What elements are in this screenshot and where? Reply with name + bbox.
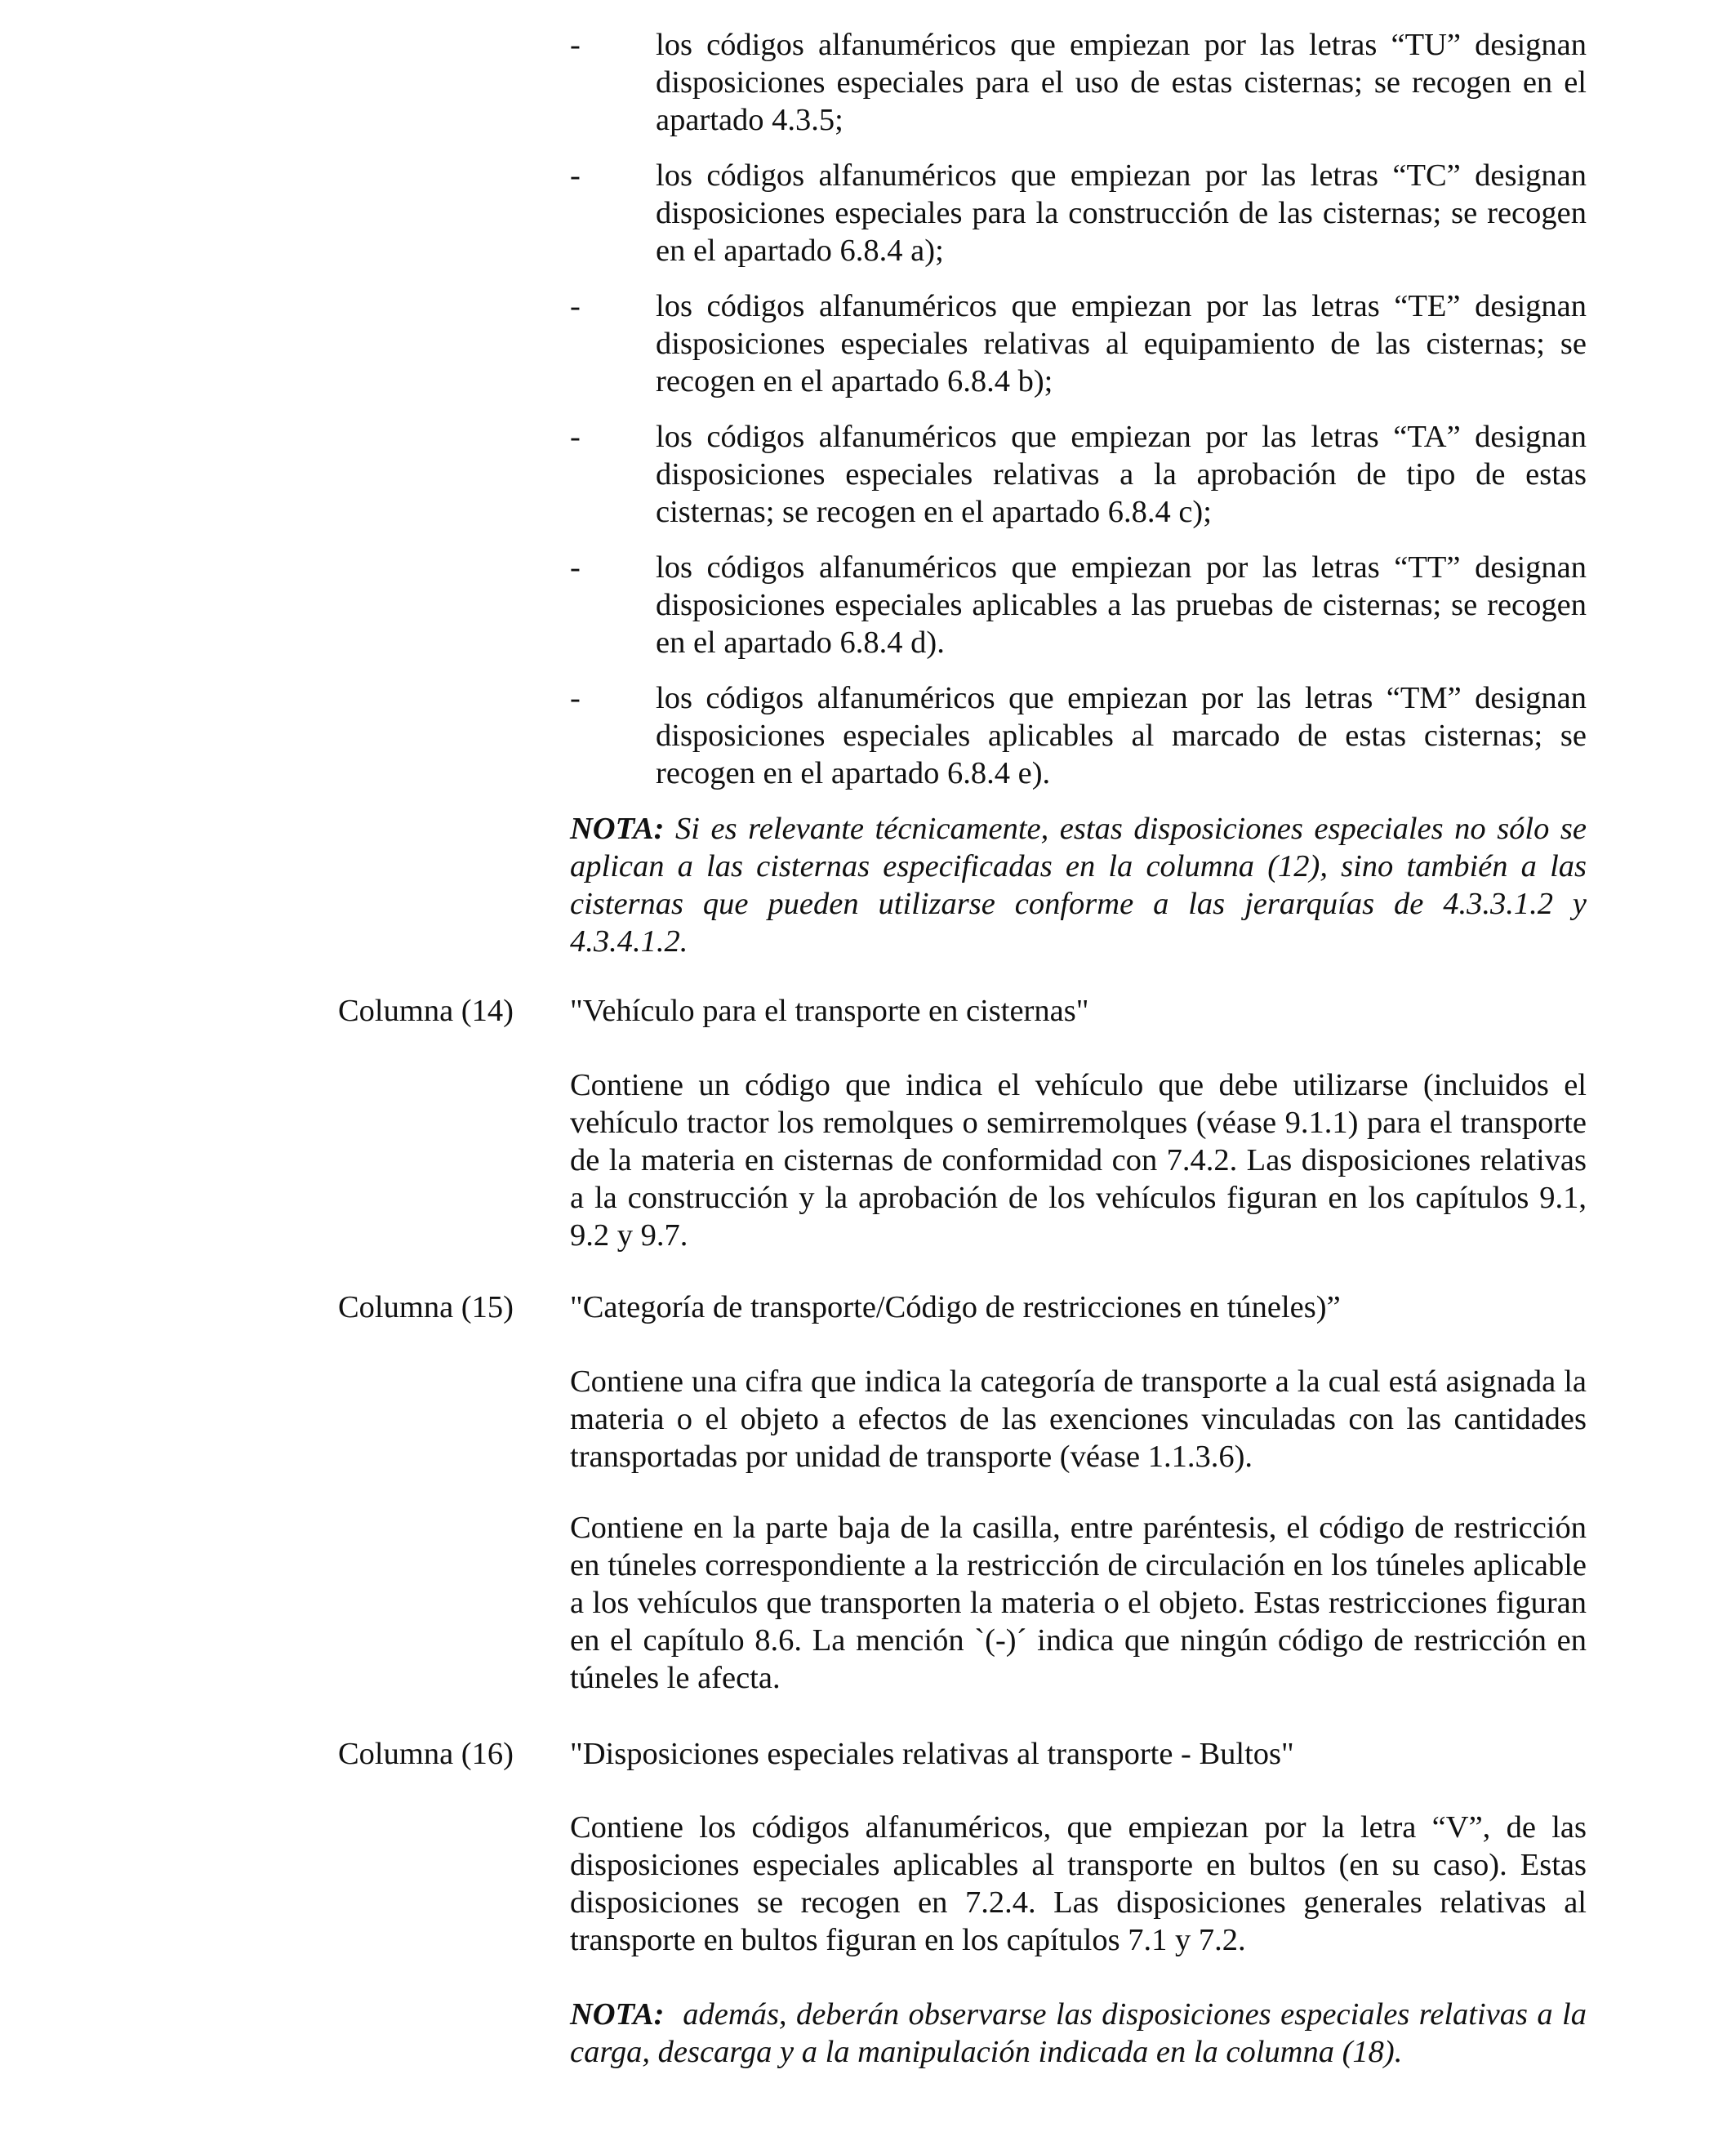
column-15-title: "Categoría de transporte/Código de restricciones en túneles)” xyxy=(570,1290,1341,1324)
column-16-title: "Disposiciones especiales relativas al transporte - Bultos" xyxy=(570,1737,1294,1771)
list-item-text: los códigos alfanuméricos que empiezan por las letras “TT” designan disposiciones especiales aplicables a las pruebas de cisternas; se recogen en el apartado 6.8.4 d). xyxy=(656,550,1587,660)
bullet-dash: - xyxy=(570,681,581,715)
bullet-dash: - xyxy=(570,420,581,454)
column-15-tunnel-paragraph: Contiene en la parte baja de la casilla, entre paréntesis, el código de restricción en túneles correspondiente a la restricción de circulación en los túneles aplicable a los vehículos que transporten la materia o el objeto. Estas restricciones figuran en el capítulo 8.6. La mención `(-)´ indica que ningún código de restricción en túneles le afecta. xyxy=(570,1511,1587,1695)
list-item-text: los códigos alfanuméricos que empiezan por las letras “TE” designan disposiciones especiales relativas al equipamiento de las cisternas; se recogen en el apartado 6.8.4 b); xyxy=(656,289,1587,398)
column-14-label: Columna (14) xyxy=(338,994,514,1028)
note-text: además, deberán observarse las disposiciones especiales relativas a la carga, descarga y a la manipulación indicada en la columna (18). xyxy=(570,1997,1595,2069)
column-14-description: Contiene un código que indica el vehículo que debe utilizarse (incluidos el vehículo tractor los remolques o semirremolques (véase 9.1.1) para el transporte de la materia en cisternas de conformidad con 7.4.2. Las disposiciones relativas a la construcción y la aprobación de los vehículos figuran en los capítulos 9.1, 9.2 y 9.7. xyxy=(570,1068,1587,1253)
column-15-description: Contiene una cifra que indica la categoría de transporte a la cual está asignada la materia o el objeto a efectos de las exenciones vinculadas con las cantidades transportadas por unidad de transporte (véase 1.1.3.6). xyxy=(570,1364,1587,1474)
list-item-text: los códigos alfanuméricos que empiezan por las letras “TM” designan disposiciones especiales aplicables al marcado de estas cisternas; se recogen en el apartado 6.8.4 e). xyxy=(656,681,1587,790)
note-label: NOTA: xyxy=(570,1997,665,2032)
column-16-description: Contiene los códigos alfanuméricos, que empiezan por la letra “V”, de las disposiciones especiales aplicables al transporte en bultos (en su caso). Estas disposiciones se recogen en 7.2.4. Las disposiciones generales relativas al transporte en bultos figuran en los capítulos 7.1 y 7.2. xyxy=(570,1810,1587,1957)
bullet-dash: - xyxy=(570,550,581,585)
column-16-label: Columna (16) xyxy=(338,1737,514,1771)
column-14-title: "Vehículo para el transporte en cisternas" xyxy=(570,994,1089,1028)
note-text: Si es relevante técnicamente, estas disposiciones especiales no sólo se aplican a las cisternas especificadas en la columna (12), sino también a las cisternas que pueden utilizarse conforme a las jerarquías de 4.3.3.1.2 y 4.3.4.1.2. xyxy=(570,812,1587,959)
note-label: NOTA: xyxy=(570,812,665,846)
note-paragraph xyxy=(570,810,1587,960)
bullet-dash: - xyxy=(570,289,581,323)
list-item-text: los códigos alfanuméricos que empiezan por las letras “TC” designan disposiciones especiales para la construcción de las cisternas; se recogen en el apartado 6.8.4 a); xyxy=(656,158,1587,268)
bullet-dash: - xyxy=(570,158,581,193)
list-item-text: los códigos alfanuméricos que empiezan por las letras “TU” designan disposiciones especiales para el uso de estas cisternas; se recogen en el apartado 4.3.5; xyxy=(656,28,1587,137)
list-item-text: los códigos alfanuméricos que empiezan por las letras “TA” designan disposiciones especiales relativas a la aprobación de tipo de estas cisternas; se recogen en el apartado 6.8.4 c); xyxy=(656,420,1587,529)
bullet-dash: - xyxy=(570,28,581,62)
column-15-label: Columna (15) xyxy=(338,1290,514,1324)
note-paragraph xyxy=(570,1996,1595,2071)
